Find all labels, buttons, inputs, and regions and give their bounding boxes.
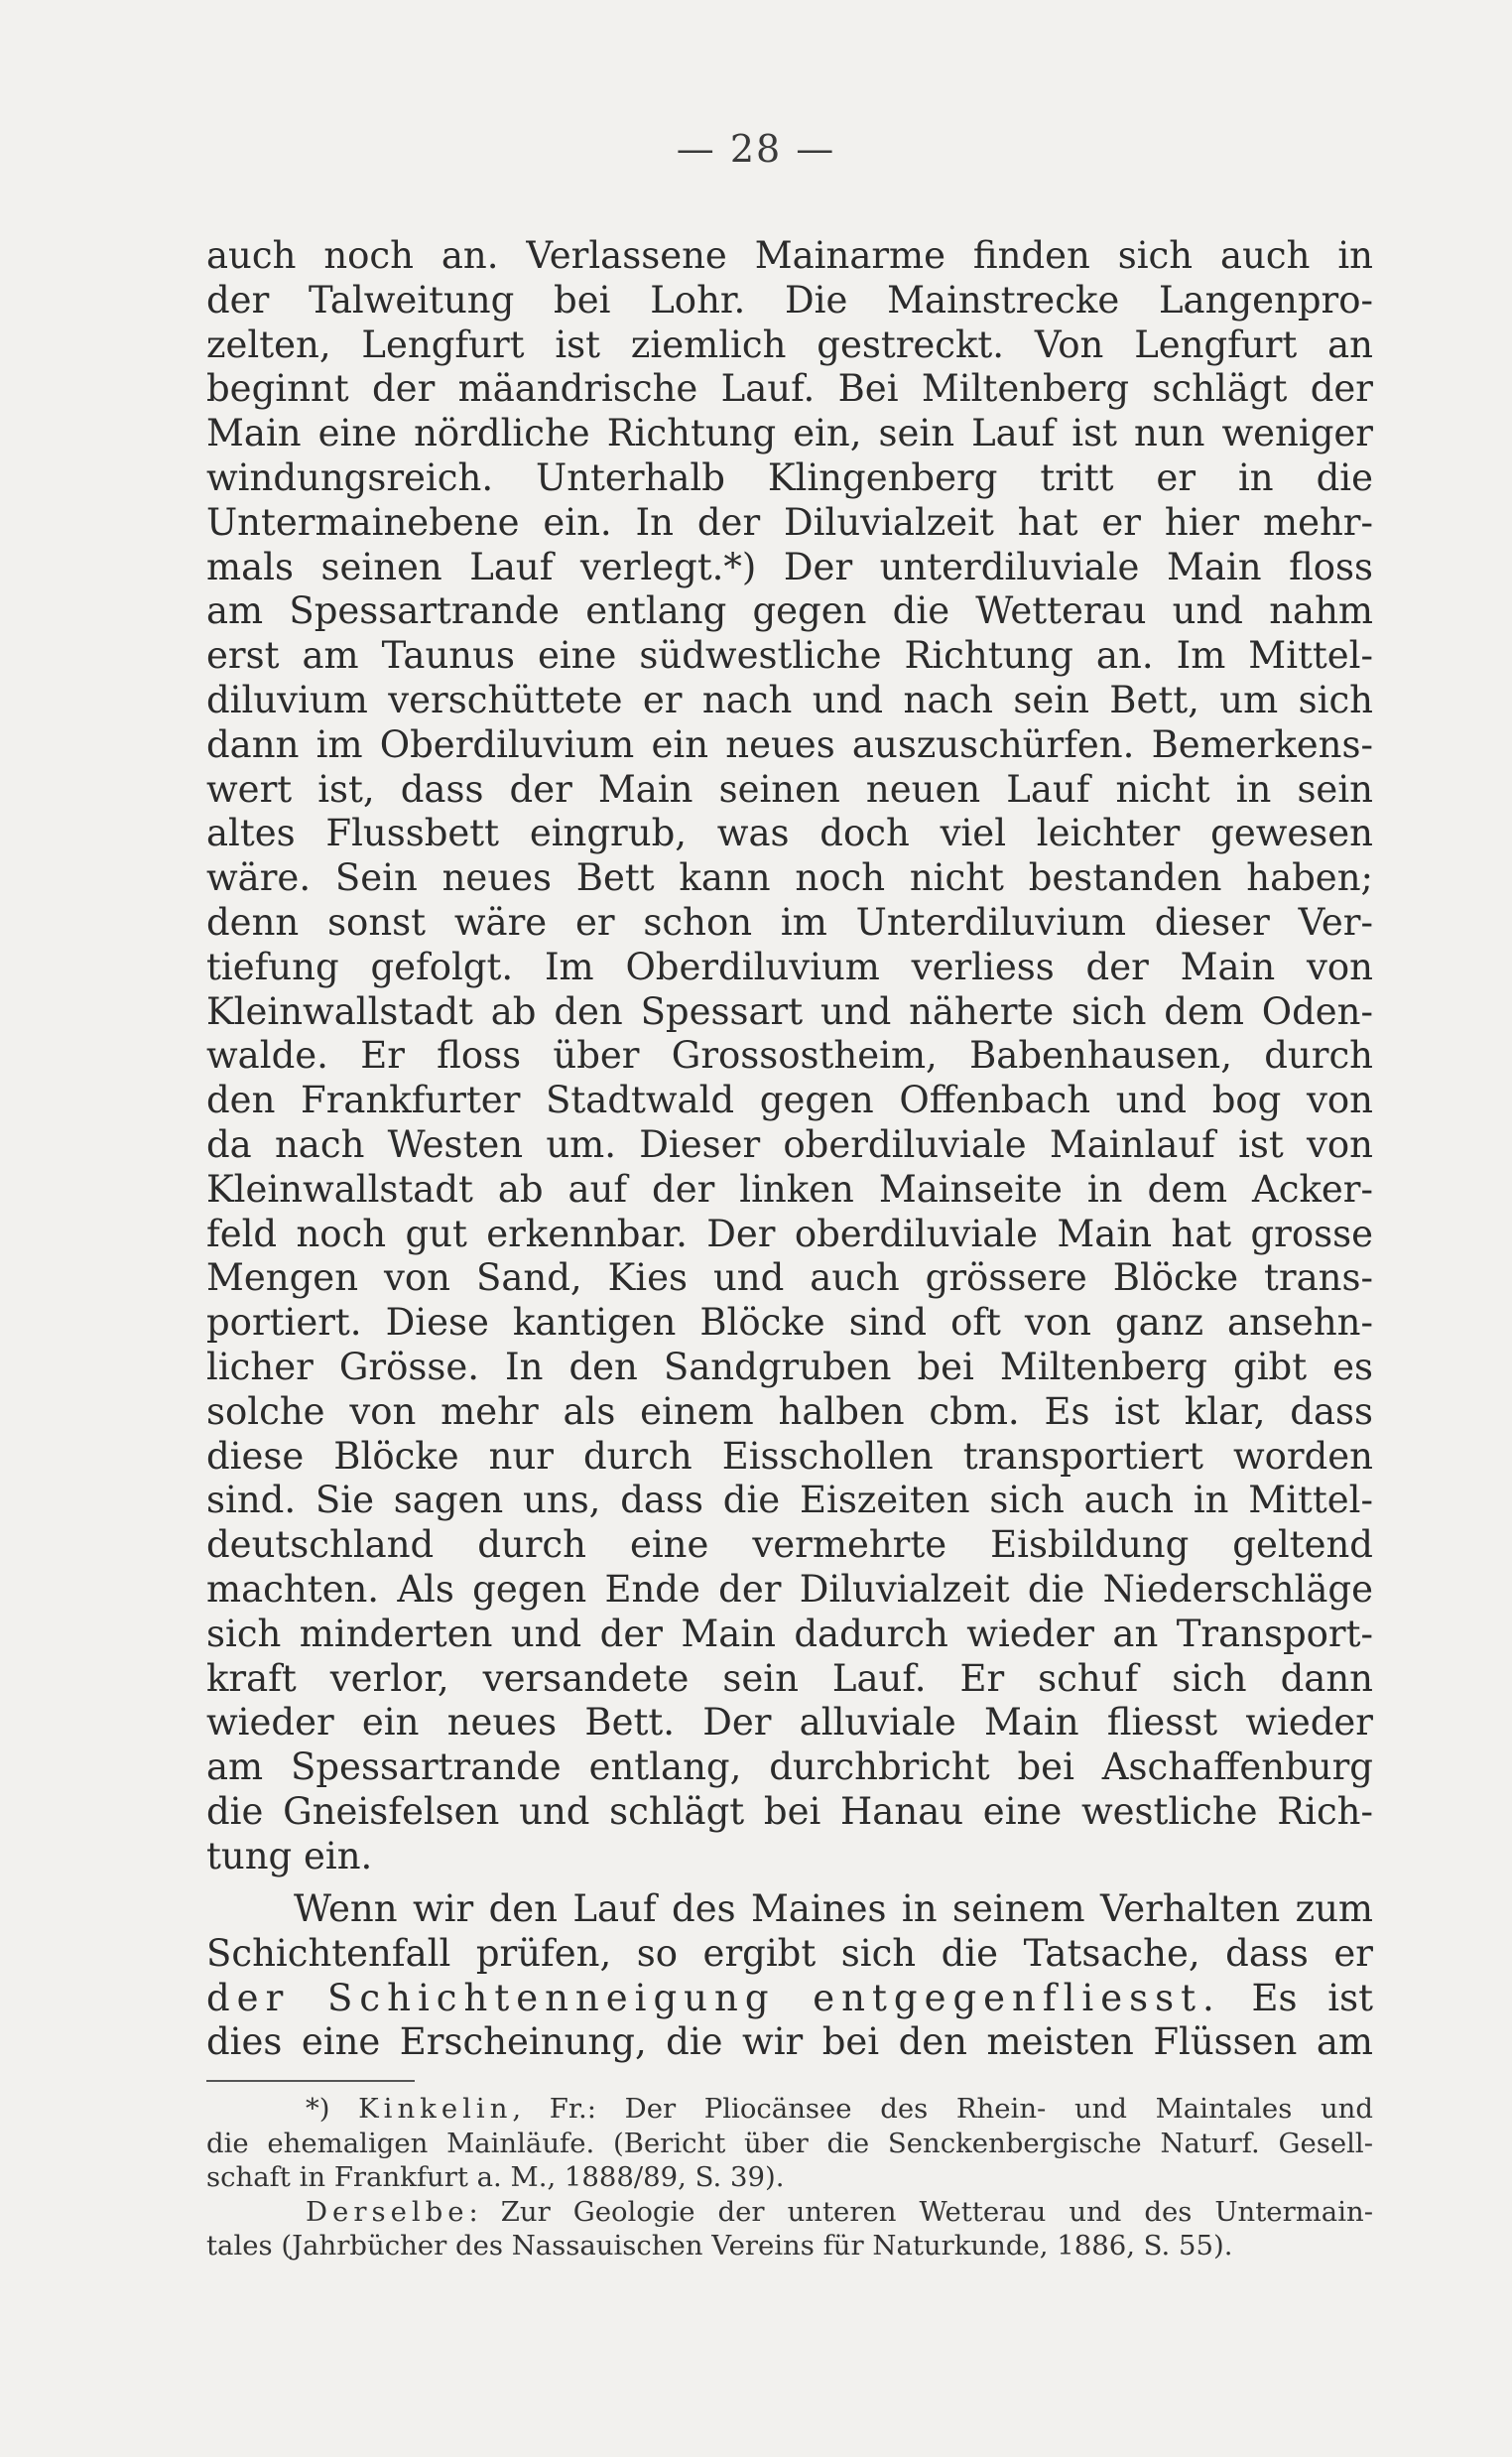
text-line: diluvium verschüttete er nach und nach sein Bett, um sich (206, 678, 1373, 721)
text-line: tiefung gefolgt. Im Oberdiluvium verliess der Main von (206, 945, 1373, 988)
text-line: altes Flussbett eingrub, was doch viel leichter gewesen (206, 812, 1373, 855)
text-line: Wenn wir den Lauf des Maines in seinem Verhalten zum (294, 1887, 1373, 1930)
footnotes (206, 2092, 1373, 2263)
text-line: wieder ein neues Bett. Der alluviale Main fliesst wieder (206, 1701, 1373, 1745)
text-line: feld noch gut erkennbar. Der oberdiluviale Main hat grosse (206, 1212, 1373, 1255)
page-number: — 28 — (676, 127, 836, 171)
text-line: wäre. Sein neues Bett kann noch nicht bestanden haben; (206, 856, 1373, 900)
emphasized-spaced-text: der Schichtenneigung entgegenfliesst. (206, 1976, 1221, 2019)
footnote-line (206, 2195, 1373, 2230)
text-line: der Talweitung bei Lohr. Die Mainstrecke Langenpro- (206, 278, 1373, 322)
text-line: dann im Oberdiluvium ein neues auszuschürfen. Bemerkens- (206, 722, 1373, 766)
footnote-line: schaft in Frankfurt a. M., 1888/89, S. 39). (206, 2161, 785, 2193)
text-line: Main eine nördliche Richtung ein, sein Lauf ist nun weniger (206, 412, 1373, 455)
footnote-author: Kinkelin (358, 2093, 513, 2125)
footnote-marker: *) (306, 2093, 359, 2125)
text-line: wert ist, dass der Main seinen neuen Lauf nicht in sein (206, 767, 1373, 811)
text-line: die Gneisfelsen und schlägt bei Hanau eine westliche Rich- (206, 1789, 1373, 1833)
second-paragraph (206, 1887, 1373, 2065)
text-line: zelten, Lengfurt ist ziemlich gestreckt. Von Lengfurt an (206, 323, 1373, 366)
text-line: Untermainebene ein. In der Diluvialzeit hat er hier mehr- (206, 500, 1373, 544)
text-line: deutschland durch eine vermehrte Eisbildung geltend (206, 1523, 1373, 1567)
text-segment: : Zur Geologie der unteren Wetterau und des Untermain- (468, 2195, 1373, 2228)
text-line: auch noch an. Verlassene Mainarme finden sich auch in (206, 234, 1373, 277)
footnote-author: Derselbe (306, 2195, 469, 2228)
main-paragraph (206, 234, 1373, 1878)
text-line: Kleinwallstadt ab den Spessart und näherte sich dem Oden- (206, 989, 1373, 1033)
text-line: windungsreich. Unterhalb Klingenberg tritt er in die (206, 455, 1373, 499)
text-line: solche von mehr als einem halben cbm. Es ist klar, dass (206, 1389, 1373, 1433)
text-line: Schichtenfall prüfen, so ergibt sich die Tatsache, dass er (206, 1931, 1373, 1975)
text-line (206, 1977, 1373, 2021)
footnote-line (206, 2092, 1373, 2127)
text-line: diese Blöcke nur durch Eisschollen transportiert worden (206, 1434, 1373, 1478)
text-line: Kleinwallstadt ab auf der linken Mainseite in dem Acker- (206, 1167, 1373, 1211)
text-line: sind. Sie sagen uns, dass die Eiszeiten sich auch in Mittel- (206, 1479, 1373, 1522)
text-line: Mengen von Sand, Kies und auch grössere Blöcke trans- (206, 1256, 1373, 1300)
text-line: den Frankfurter Stadtwald gegen Offenbach und bog von (206, 1079, 1373, 1122)
text-line: da nach Westen um. Dieser oberdiluviale Mainlauf ist von (206, 1122, 1373, 1166)
text-line: kraft verlor, versandete sein Lauf. Er schuf sich dann (206, 1656, 1373, 1700)
text-line: am Spessartrande entlang gegen die Wetterau und nahm (206, 589, 1373, 633)
text-line: walde. Er floss über Grossostheim, Babenhausen, durch (206, 1034, 1373, 1078)
footnote-line: tales (Jahrbücher des Nassauischen Vereins für Naturkunde, 1886, S. 55). (206, 2230, 1233, 2262)
text-line: licher Grösse. In den Sandgruben bei Miltenberg gibt es (206, 1345, 1373, 1388)
text-line: sich minderten und der Main dadurch wieder an Transport- (206, 1612, 1373, 1655)
text-line: dies eine Erscheinung, die wir bei den meisten Flüssen am (206, 2020, 1373, 2064)
text-line: am Spessartrande entlang, durchbricht bei Aschaffenburg (206, 1746, 1373, 1789)
text-line: tung ein. (206, 1834, 373, 1877)
text-line: denn sonst wäre er schon im Unterdiluvium dieser Ver- (206, 900, 1373, 944)
text-line: mals seinen Lauf verlegt.*) Der unterdiluviale Main floss (206, 545, 1373, 588)
text-segment: , Fr.: Der Pliocänsee des Rhein- und Maintales und (512, 2093, 1373, 2125)
text-line: beginnt der mäandrische Lauf. Bei Miltenberg schlägt der (206, 367, 1373, 411)
footnote-line: die ehemaligen Mainläufe. (Bericht über die Senckenbergische Naturf. Gesell- (206, 2127, 1373, 2159)
text-line: machten. Als gegen Ende der Diluvialzeit die Niederschläge (206, 1567, 1373, 1611)
text-line: portiert. Diese kantigen Blöcke sind oft von ganz ansehn- (206, 1301, 1373, 1345)
text-line: erst am Taunus eine südwestliche Richtung an. Im Mittel- (206, 634, 1373, 678)
text-segment: Es ist (1220, 1976, 1373, 2019)
footnote-divider (206, 2080, 415, 2082)
